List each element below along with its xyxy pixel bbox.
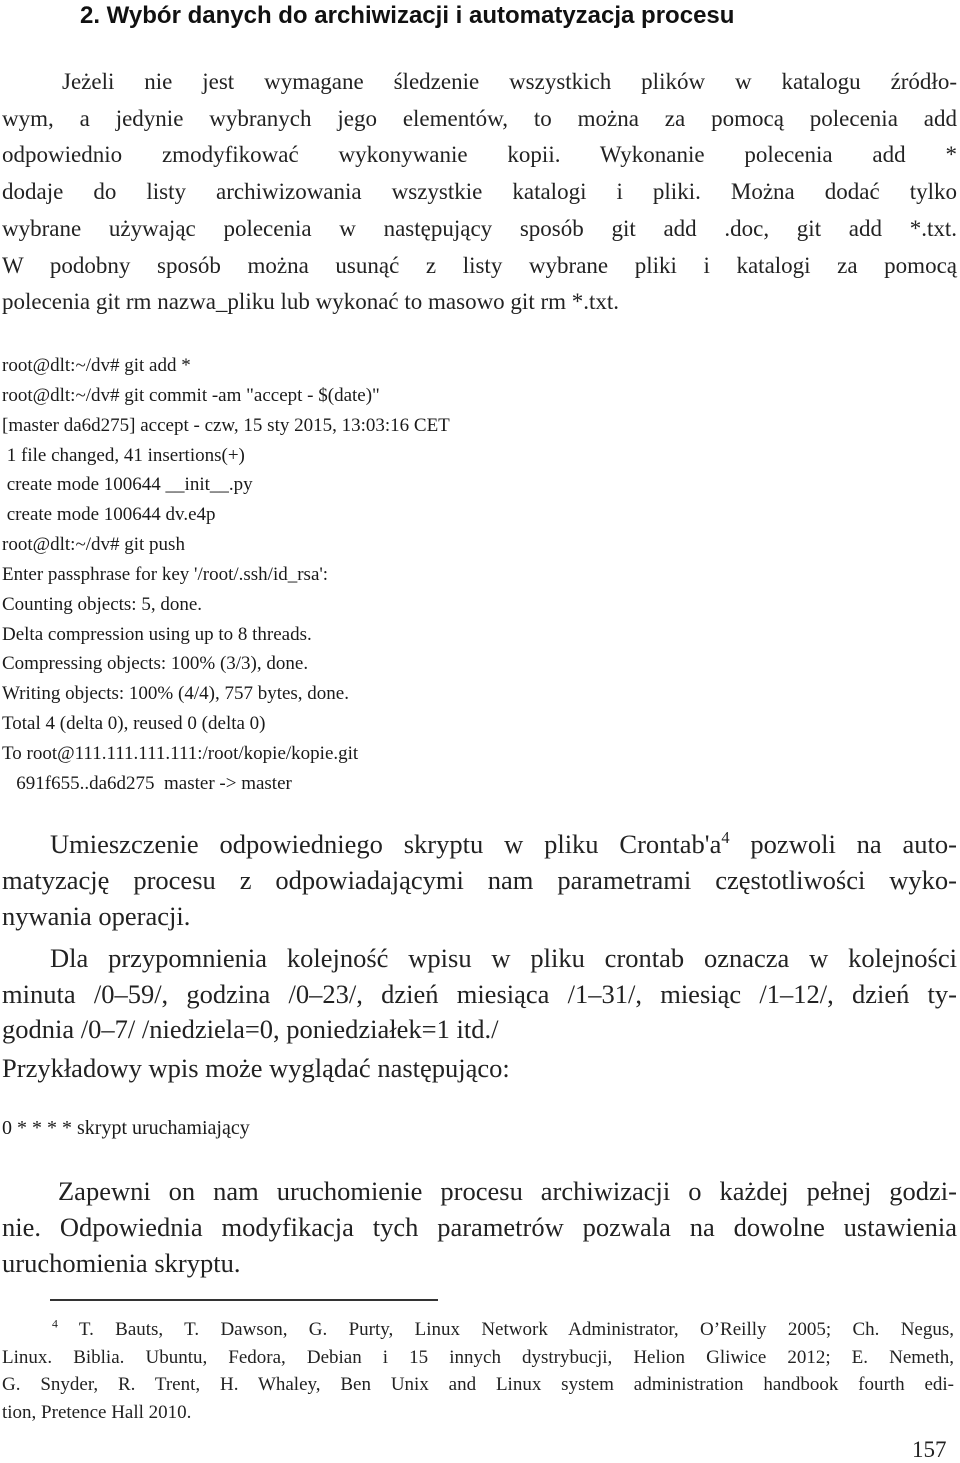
code-line: Counting objects: 5, done.	[2, 593, 203, 615]
paragraph-line: nywania operacji.	[2, 901, 191, 932]
code-line: Delta compression using up to 8 threads.	[2, 623, 312, 645]
paragraph-cron-effect	[2, 1173, 957, 1281]
paragraph-line: Dla przypomnienia kolejność wpisu w pliku crontab oznacza w kolejności	[50, 943, 957, 973]
footnote-line: tion, Pretence Hall 2010.	[2, 1402, 192, 1424]
footnote	[2, 1316, 954, 1427]
paragraph-text: Umieszczenie odpowiedniego skryptu w pliku Crontab'a	[50, 829, 722, 859]
footnote-line: Linux. Biblia. Ubuntu, Fedora, Debian i 15 innych dystrybucji, Helion Gliwice 2012; E. Nemeth,	[2, 1346, 954, 1368]
footnote-number: 4	[52, 1317, 58, 1331]
code-line: create mode 100644 __init__.py	[2, 474, 253, 496]
footnote-line: G. Snyder, R. Trent, H. Whaley, Ben Unix and Linux system administration handbook fourth edi-	[2, 1374, 954, 1396]
paragraph-example-intro	[2, 1051, 957, 1085]
paragraph-line: godnia /0–7/ /niedziela=0, poniedziałek=1 itd./	[2, 1014, 499, 1044]
paragraph-line: odpowiednio zmodyfikować wykonywanie kopii. Wykonanie polecenia add *	[2, 142, 957, 168]
paragraph-line	[2, 826, 957, 862]
code-line: root@dlt:~/dv# git add *	[2, 355, 191, 376]
code-line: create mode 100644 dv.e4p	[2, 504, 216, 526]
paragraph-line: dodaje do listy archiwizowania wszystkie katalogi i pliki. Można dodać tylko	[2, 179, 957, 205]
code-line: 691f655..da6d275 master -> master	[2, 772, 292, 794]
code-line: [master da6d275] accept - czw, 15 sty 2015, 13:03:16 CET	[2, 414, 450, 436]
code-line: Enter passphrase for key '/root/.ssh/id_rsa':	[2, 563, 329, 585]
code-line: root@dlt:~/dv# git push	[2, 534, 185, 556]
footnote-separator	[50, 1299, 438, 1301]
section-title: 2. Wybór danych do archiwizacji i automatyzacja procesu	[80, 2, 735, 29]
paragraph-line: W podobny sposób można usunąć z listy wybrane pliki i katalogi za pomocą	[2, 252, 957, 278]
footnote-text: T. Bauts, T. Dawson, G. Purty, Linux Network Administrator, O’Reilly 2005; Ch. Negus,	[57, 1319, 954, 1340]
paragraph-crontab-fields	[2, 941, 957, 1048]
paragraph-line: minuta /0–59/, godzina /0–23/, dzień miesiąca /1–31/, miesiąc /1–12/, dzień ty-	[2, 978, 957, 1009]
paragraph-line: uruchomienia skryptu.	[2, 1248, 241, 1278]
footnote-line	[2, 1316, 954, 1344]
code-line: 1 file changed, 41 insertions(+)	[2, 444, 245, 466]
paragraph-line: Zapewni on nam uruchomienie procesu archiwizacji o każdej pełnej godzi-	[58, 1176, 957, 1206]
code-line: To root@111.111.111.111:/root/kopie/kopie.git	[2, 742, 359, 764]
paragraph-text: pozwoli na auto-	[729, 829, 957, 859]
code-line: Total 4 (delta 0), reused 0 (delta 0)	[2, 713, 266, 735]
paragraph-line: Przykładowy wpis może wyglądać następująco:	[2, 1053, 510, 1083]
code-line: root@dlt:~/dv# git commit -am "accept - $(date)"	[2, 384, 380, 406]
paragraph-line: wybrane używając polecenia w następujący sposób git add .doc, git add *.txt.	[2, 215, 957, 241]
terminal-output-listing	[2, 351, 902, 799]
paragraph-line: matyzację procesu z odpowiadającymi nam parametrami częstotliwości wyko-	[2, 865, 957, 896]
page-number: 157	[912, 1437, 947, 1462]
cron-example-entry: 0 * * * * skrypt uruchamiający	[2, 1117, 250, 1139]
code-line: Compressing objects: 100% (3/3), done.	[2, 653, 309, 675]
paragraph-line: polecenia git rm nazwa_pliku lub wykonać to masowo git rm *.txt.	[2, 289, 620, 315]
paragraph-crontab-intro	[2, 826, 957, 935]
paragraph-line: Jeżeli nie jest wymagane śledzenie wszystkich plików w katalogu źródło-	[62, 69, 957, 94]
paragraph-line: wym, a jedynie wybranych jego elementów, to można za pomocą polecenia add	[2, 105, 957, 131]
code-line: Writing objects: 100% (4/4), 757 bytes, done.	[2, 683, 349, 705]
paragraph-git-add-explanation	[2, 64, 957, 321]
footnote-reference: 4	[721, 828, 730, 848]
paragraph-line: nie. Odpowiednia modyfikacja tych parametrów pozwala na dowolne ustawienia	[2, 1212, 957, 1242]
